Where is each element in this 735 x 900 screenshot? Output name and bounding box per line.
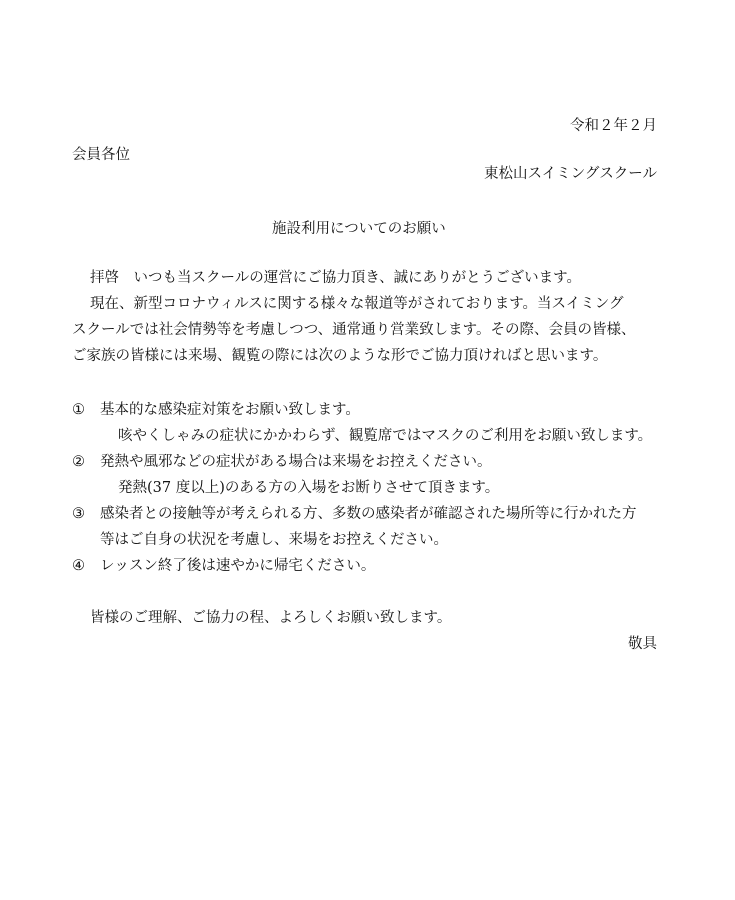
list-item-sub: 発熱(37 度以上)のある方の入場をお断りさせて頂きます。 xyxy=(118,480,500,496)
list-item-number: ④ xyxy=(72,558,85,574)
letter-date: 令和２年２月 xyxy=(570,118,657,134)
intro-line: スクールでは社会情勢等を考慮しつつ、通常通り営業致します。その際、会員の皆様、 xyxy=(72,322,636,338)
list-item-text: レッスン終了後は速やかに帰宅ください。 xyxy=(100,558,376,574)
letter-closing: 皆様のご理解、ご協力の程、よろしくお願い致します。 xyxy=(90,610,452,626)
list-item-number: ③ xyxy=(72,506,85,522)
letter-signoff: 敬具 xyxy=(628,636,657,652)
list-item-number: ② xyxy=(72,454,85,470)
letter-title: 施設利用についてのお願い xyxy=(272,221,446,237)
list-item-sub: 咳やくしゃみの症状にかかわらず、観覧席ではマスクのご利用をお願い致します。 xyxy=(118,428,653,444)
intro-line: 現在、新型コロナウィルスに関する様々な報道等がされております。当スイミング xyxy=(90,296,624,312)
letter-sender: 東松山スイミングスクール xyxy=(484,166,657,182)
list-item-sub: 等はご自身の状況を考慮し、来場をお控えください。 xyxy=(100,532,448,548)
list-item xyxy=(72,400,360,420)
intro-line: ご家族の皆様には来場、観覧の際には次のような形でご協力頂ければと思います。 xyxy=(72,348,608,364)
list-item-text: 感染者との接触等が考えられる方、多数の感染者が確認された場所等に行かれた方 xyxy=(100,506,637,522)
list-item xyxy=(72,504,637,524)
list-item-text: 基本的な感染症対策をお願い致します。 xyxy=(100,402,360,418)
list-item-text: 発熱や風邪などの症状がある場合は来場をお控えください。 xyxy=(100,454,492,470)
list-item xyxy=(72,452,492,472)
list-item-number: ① xyxy=(72,402,85,418)
list-item xyxy=(72,556,375,576)
intro-line: 拝啓 いつも当スクールの運営にご協力頂き、誠にありがとうございます。 xyxy=(90,270,581,286)
letter-recipient: 会員各位 xyxy=(72,147,130,163)
